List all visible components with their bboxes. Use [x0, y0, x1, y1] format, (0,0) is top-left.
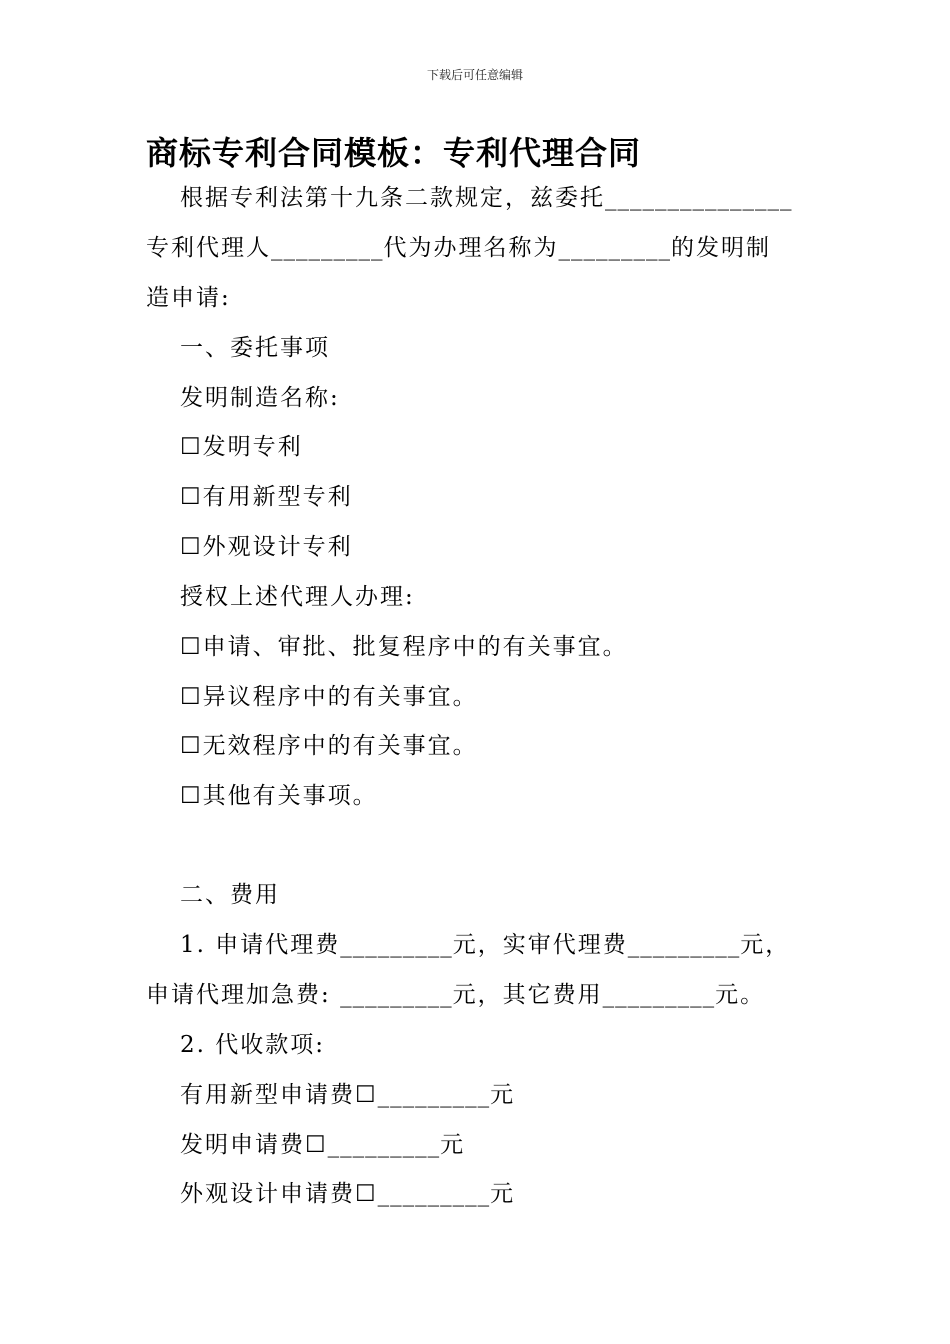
unit: 元 — [490, 1181, 516, 1207]
checkbox-icon: ☐ — [180, 733, 203, 759]
blank-field: _________ — [558, 235, 671, 261]
checkbox-icon: ☐ — [180, 534, 203, 560]
blank-field: _________ — [271, 235, 384, 261]
collect-label: 外观设计申请费 — [180, 1181, 355, 1207]
fee-line-2 — [146, 984, 765, 1007]
checkbox-label: 其他有关事项。 — [202, 783, 378, 809]
collect-label: 有用新型申请费 — [180, 1082, 355, 1108]
checkbox-icon: ☐ — [305, 1132, 328, 1158]
checkbox-icon: ☐ — [180, 434, 203, 460]
collect-item — [180, 1183, 515, 1206]
intro-text: 根据专利法第十九条二款规定，兹委托 — [180, 185, 605, 211]
checkbox-icon: ☐ — [180, 684, 203, 710]
checkbox-icon: ☐ — [355, 1082, 378, 1108]
blank-field: _________ — [340, 932, 453, 958]
checkbox-item — [180, 735, 478, 758]
checkbox-item — [180, 686, 478, 709]
checkbox-item — [180, 636, 628, 659]
intro-line-1 — [180, 187, 793, 210]
checkbox-label: 申请、审批、批复程序中的有关事宜。 — [202, 634, 628, 660]
intro-text: 代为办理名称为 — [383, 235, 559, 261]
fee-text: 元。 — [715, 982, 766, 1008]
section-heading: 一、委托事项 — [180, 335, 330, 361]
checkbox-label: 无效程序中的有关事宜。 — [202, 733, 478, 759]
collect-label: 发明申请费 — [180, 1132, 305, 1158]
fee-line-1 — [180, 934, 790, 957]
page-header: 下载后可任意编辑 — [426, 68, 523, 82]
fee-text: 元，实审代理费 — [452, 932, 628, 958]
checkbox-label: 发明专利 — [202, 434, 303, 460]
intro-line-3: 造申请: — [146, 285, 231, 311]
fee-text: 申请代理加急费: — [146, 982, 341, 1008]
blank-field: _________ — [377, 1082, 491, 1108]
checkbox-label: 外观设计专利 — [202, 534, 353, 560]
checkbox-icon: ☐ — [180, 783, 203, 809]
collect-heading: 2. 代收款项: — [180, 1032, 326, 1058]
intro-line-2 — [146, 237, 771, 260]
checkbox-label: 有用新型专利 — [202, 484, 353, 510]
blank-field: _______________ — [605, 185, 793, 211]
invention-name-label: 发明制造名称: — [180, 385, 340, 411]
document-title: 商标专利合同模板：专利代理合同 — [146, 134, 642, 172]
checkbox-label: 异议程序中的有关事宜。 — [202, 684, 478, 710]
checkbox-item — [180, 536, 353, 559]
blank-field: _________ — [327, 1132, 441, 1158]
blank-field: _________ — [602, 982, 716, 1008]
intro-text: 的发明制 — [671, 235, 771, 261]
blank-field: _________ — [377, 1181, 491, 1207]
collect-item — [180, 1084, 515, 1107]
fee-text: 元， — [740, 932, 791, 958]
checkbox-icon: ☐ — [355, 1181, 378, 1207]
unit: 元 — [490, 1082, 516, 1108]
fee-text: 元，其它费用 — [452, 982, 603, 1008]
checkbox-icon: ☐ — [180, 634, 203, 660]
checkbox-item — [180, 785, 378, 808]
intro-text: 专利代理人 — [146, 235, 271, 261]
collect-item — [180, 1134, 465, 1157]
authorize-label: 授权上述代理人办理: — [180, 584, 415, 610]
section-heading: 二、费用 — [180, 882, 280, 908]
blank-field: _________ — [340, 982, 453, 1008]
fee-text: 1. 申请代理费 — [180, 932, 341, 958]
blank-field: _________ — [627, 932, 741, 958]
checkbox-item — [180, 436, 303, 459]
checkbox-item — [180, 486, 353, 509]
unit: 元 — [440, 1132, 466, 1158]
checkbox-icon: ☐ — [180, 484, 203, 510]
